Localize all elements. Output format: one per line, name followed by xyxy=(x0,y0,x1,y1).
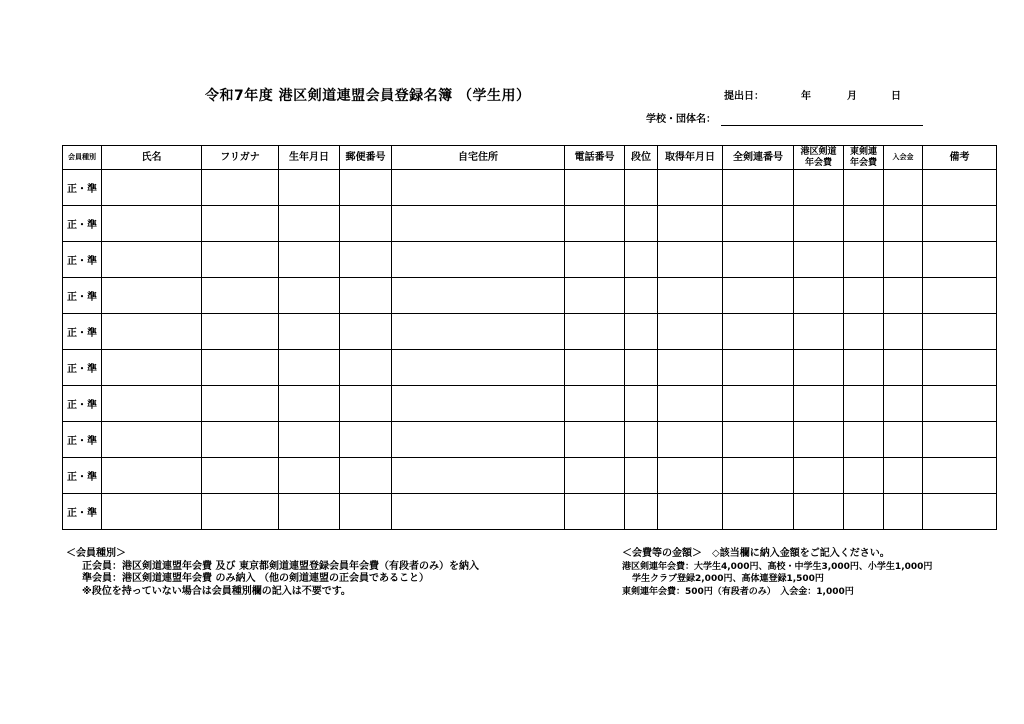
entry-cell[interactable] xyxy=(202,242,279,278)
entry-cell[interactable] xyxy=(565,170,625,206)
entry-cell[interactable] xyxy=(723,206,794,242)
entry-cell[interactable] xyxy=(625,278,658,314)
member-type-cell[interactable]: 正・準 xyxy=(63,206,102,242)
entry-cell[interactable] xyxy=(794,494,844,530)
no-rank-note: ※段位を持っていない場合は会員種別欄の記入は不要です。 xyxy=(82,585,351,597)
entry-cell[interactable] xyxy=(884,386,923,422)
entry-cell[interactable] xyxy=(565,458,625,494)
member-type-heading: ＜会員種別＞ xyxy=(66,548,126,559)
entry-cell[interactable] xyxy=(202,386,279,422)
member-type-cell[interactable]: 正・準 xyxy=(63,170,102,206)
entry-cell[interactable] xyxy=(923,314,997,350)
month-label: 月 xyxy=(847,91,857,102)
entry-cell[interactable] xyxy=(923,386,997,422)
entry-cell[interactable] xyxy=(392,422,565,458)
entry-cell[interactable] xyxy=(340,458,392,494)
column-header: 会員種別 xyxy=(63,146,102,170)
entry-cell[interactable] xyxy=(625,386,658,422)
entry-cell[interactable] xyxy=(658,206,723,242)
column-header: 段位 xyxy=(625,146,658,170)
entry-cell[interactable] xyxy=(340,278,392,314)
table-row xyxy=(63,206,997,242)
entry-cell[interactable] xyxy=(723,458,794,494)
entry-cell[interactable] xyxy=(923,422,997,458)
fee-notes xyxy=(622,548,932,598)
day-label: 日 xyxy=(891,91,901,102)
entry-cell[interactable] xyxy=(844,458,884,494)
entry-cell[interactable] xyxy=(565,422,625,458)
entry-cell[interactable] xyxy=(658,494,723,530)
entry-cell[interactable] xyxy=(794,278,844,314)
entry-cell[interactable] xyxy=(392,386,565,422)
entry-cell[interactable] xyxy=(884,242,923,278)
entry-cell[interactable] xyxy=(392,314,565,350)
entry-cell[interactable] xyxy=(923,278,997,314)
table-row xyxy=(63,386,997,422)
entry-cell[interactable] xyxy=(658,278,723,314)
entry-cell[interactable] xyxy=(723,242,794,278)
entry-cell[interactable] xyxy=(102,422,202,458)
table-row xyxy=(63,350,997,386)
column-header: 港区剣道 年会費 xyxy=(794,146,844,170)
entry-cell[interactable] xyxy=(565,278,625,314)
entry-cell[interactable] xyxy=(202,494,279,530)
member-type-cell[interactable]: 正・準 xyxy=(63,278,102,314)
entry-cell[interactable] xyxy=(279,386,340,422)
entry-cell[interactable] xyxy=(392,170,565,206)
entry-cell[interactable] xyxy=(723,278,794,314)
entry-cell[interactable] xyxy=(279,350,340,386)
entry-cell[interactable] xyxy=(794,170,844,206)
member-type-notes xyxy=(66,548,479,598)
entry-cell[interactable] xyxy=(392,458,565,494)
entry-cell[interactable] xyxy=(392,242,565,278)
entry-cell[interactable] xyxy=(279,170,340,206)
entry-cell[interactable] xyxy=(102,242,202,278)
entry-cell[interactable] xyxy=(340,350,392,386)
tokyo-fee-note: 東剣連年会費：500円（有段者のみ） 入会金：1,000円 xyxy=(622,586,854,597)
entry-cell[interactable] xyxy=(202,170,279,206)
entry-cell[interactable] xyxy=(279,314,340,350)
entry-cell[interactable] xyxy=(279,242,340,278)
entry-cell[interactable] xyxy=(844,350,884,386)
entry-cell[interactable] xyxy=(723,422,794,458)
entry-cell[interactable] xyxy=(884,350,923,386)
entry-cell[interactable] xyxy=(844,494,884,530)
table-row xyxy=(63,170,997,206)
member-type-cell[interactable]: 正・準 xyxy=(63,422,102,458)
entry-cell[interactable] xyxy=(340,314,392,350)
entry-cell[interactable] xyxy=(794,458,844,494)
entry-cell[interactable] xyxy=(202,350,279,386)
entry-cell[interactable] xyxy=(923,206,997,242)
column-header: 生年月日 xyxy=(279,146,340,170)
entry-cell[interactable] xyxy=(625,350,658,386)
entry-cell[interactable] xyxy=(723,350,794,386)
entry-cell[interactable] xyxy=(279,278,340,314)
entry-cell[interactable] xyxy=(658,314,723,350)
member-type-cell[interactable]: 正・準 xyxy=(63,386,102,422)
entry-cell[interactable] xyxy=(658,458,723,494)
entry-cell[interactable] xyxy=(884,170,923,206)
column-header: 取得年月日 xyxy=(658,146,723,170)
entry-cell[interactable] xyxy=(392,350,565,386)
member-type-cell[interactable]: 正・準 xyxy=(63,458,102,494)
entry-cell[interactable] xyxy=(923,242,997,278)
column-header: 氏名 xyxy=(102,146,202,170)
entry-cell[interactable] xyxy=(392,206,565,242)
entry-cell[interactable] xyxy=(794,350,844,386)
entry-cell[interactable] xyxy=(884,206,923,242)
entry-cell[interactable] xyxy=(844,170,884,206)
column-header: 電話番号 xyxy=(565,146,625,170)
document-title: 令和7年度 港区剣道連盟会員登録名簿 （学生用） xyxy=(205,88,531,104)
entry-cell[interactable] xyxy=(844,314,884,350)
entry-cell[interactable] xyxy=(723,386,794,422)
entry-cell[interactable] xyxy=(340,206,392,242)
table-row xyxy=(63,458,997,494)
entry-cell[interactable] xyxy=(102,494,202,530)
entry-cell[interactable] xyxy=(279,206,340,242)
regular-member-note: 正会員：港区剣道連盟年会費 及び 東京都剣道連盟登録会員年会費（有段者のみ）を納入 xyxy=(82,560,479,572)
entry-cell[interactable] xyxy=(658,242,723,278)
minato-fee-note: 港区剣連年会費：大学生4,000円、高校・中学生3,000円、小学生1,000円 xyxy=(622,561,933,572)
entry-cell[interactable] xyxy=(279,458,340,494)
entry-cell[interactable] xyxy=(202,206,279,242)
entry-cell[interactable] xyxy=(392,494,565,530)
entry-cell[interactable] xyxy=(625,170,658,206)
entry-cell[interactable] xyxy=(658,170,723,206)
column-header: 備考 xyxy=(923,146,997,170)
table-row xyxy=(63,242,997,278)
entry-cell[interactable] xyxy=(102,458,202,494)
table-row xyxy=(63,422,997,458)
column-header: 東剣連 年会費 xyxy=(844,146,884,170)
entry-cell[interactable] xyxy=(565,494,625,530)
entry-cell[interactable] xyxy=(340,170,392,206)
entry-cell[interactable] xyxy=(565,386,625,422)
fee-heading: ＜会費等の金額＞ ◇該当欄に納入金額をご記入ください。 xyxy=(622,548,890,559)
entry-cell[interactable] xyxy=(844,422,884,458)
entry-cell[interactable] xyxy=(102,386,202,422)
entry-cell[interactable] xyxy=(723,494,794,530)
member-type-cell[interactable]: 正・準 xyxy=(63,242,102,278)
entry-cell[interactable] xyxy=(565,242,625,278)
entry-cell[interactable] xyxy=(844,206,884,242)
entry-cell[interactable] xyxy=(565,206,625,242)
entry-cell[interactable] xyxy=(102,206,202,242)
entry-cell[interactable] xyxy=(340,494,392,530)
table-row xyxy=(63,278,997,314)
school-name-label: 学校・団体名： xyxy=(646,114,716,125)
entry-cell[interactable] xyxy=(202,458,279,494)
club-fee-note: 学生クラブ登録2,000円、高体連登録1,500円 xyxy=(632,574,824,584)
member-type-cell[interactable]: 正・準 xyxy=(63,350,102,386)
table-row xyxy=(63,314,997,350)
entry-cell[interactable] xyxy=(794,206,844,242)
entry-cell[interactable] xyxy=(844,386,884,422)
entry-cell[interactable] xyxy=(884,278,923,314)
entry-cell[interactable] xyxy=(565,350,625,386)
entry-cell[interactable] xyxy=(202,278,279,314)
column-header: 入会金 xyxy=(884,146,923,170)
entry-cell[interactable] xyxy=(102,350,202,386)
entry-cell[interactable] xyxy=(279,422,340,458)
entry-cell[interactable] xyxy=(340,242,392,278)
school-name-field[interactable] xyxy=(721,125,923,126)
entry-cell[interactable] xyxy=(102,278,202,314)
entry-cell[interactable] xyxy=(794,242,844,278)
entry-cell[interactable] xyxy=(340,386,392,422)
entry-cell[interactable] xyxy=(625,458,658,494)
entry-cell[interactable] xyxy=(884,314,923,350)
column-header: 自宅住所 xyxy=(392,146,565,170)
entry-cell[interactable] xyxy=(625,494,658,530)
entry-cell[interactable] xyxy=(625,242,658,278)
entry-cell[interactable] xyxy=(658,386,723,422)
year-label: 年 xyxy=(801,91,811,102)
entry-cell[interactable] xyxy=(102,314,202,350)
entry-cell[interactable] xyxy=(202,422,279,458)
entry-cell[interactable] xyxy=(794,386,844,422)
entry-cell[interactable] xyxy=(844,278,884,314)
entry-cell[interactable] xyxy=(392,278,565,314)
table-row xyxy=(63,494,997,530)
member-roster-table xyxy=(62,145,997,530)
entry-cell[interactable] xyxy=(658,350,723,386)
entry-cell[interactable] xyxy=(625,422,658,458)
entry-cell[interactable] xyxy=(279,494,340,530)
entry-cell[interactable] xyxy=(923,170,997,206)
entry-cell[interactable] xyxy=(565,314,625,350)
entry-cell[interactable] xyxy=(923,458,997,494)
table-header-row xyxy=(63,146,997,170)
associate-member-note: 準会員：港区剣道連盟年会費 のみ納入 （他の剣道連盟の正会員であること） xyxy=(82,573,429,584)
member-type-cell[interactable]: 正・準 xyxy=(63,314,102,350)
entry-cell[interactable] xyxy=(884,494,923,530)
entry-cell[interactable] xyxy=(923,494,997,530)
entry-cell[interactable] xyxy=(102,170,202,206)
entry-cell[interactable] xyxy=(202,314,279,350)
member-type-cell[interactable]: 正・準 xyxy=(63,494,102,530)
entry-cell[interactable] xyxy=(844,242,884,278)
column-header: フリガナ xyxy=(202,146,279,170)
entry-cell[interactable] xyxy=(923,350,997,386)
entry-cell[interactable] xyxy=(625,206,658,242)
entry-cell[interactable] xyxy=(723,170,794,206)
entry-cell[interactable] xyxy=(723,314,794,350)
entry-cell[interactable] xyxy=(794,314,844,350)
entry-cell[interactable] xyxy=(625,314,658,350)
column-header: 全剣連番号 xyxy=(723,146,794,170)
entry-cell[interactable] xyxy=(884,422,923,458)
submit-date-label: 提出日： xyxy=(724,91,764,102)
entry-cell[interactable] xyxy=(658,422,723,458)
column-header: 郵便番号 xyxy=(340,146,392,170)
entry-cell[interactable] xyxy=(884,458,923,494)
entry-cell[interactable] xyxy=(340,422,392,458)
entry-cell[interactable] xyxy=(794,422,844,458)
